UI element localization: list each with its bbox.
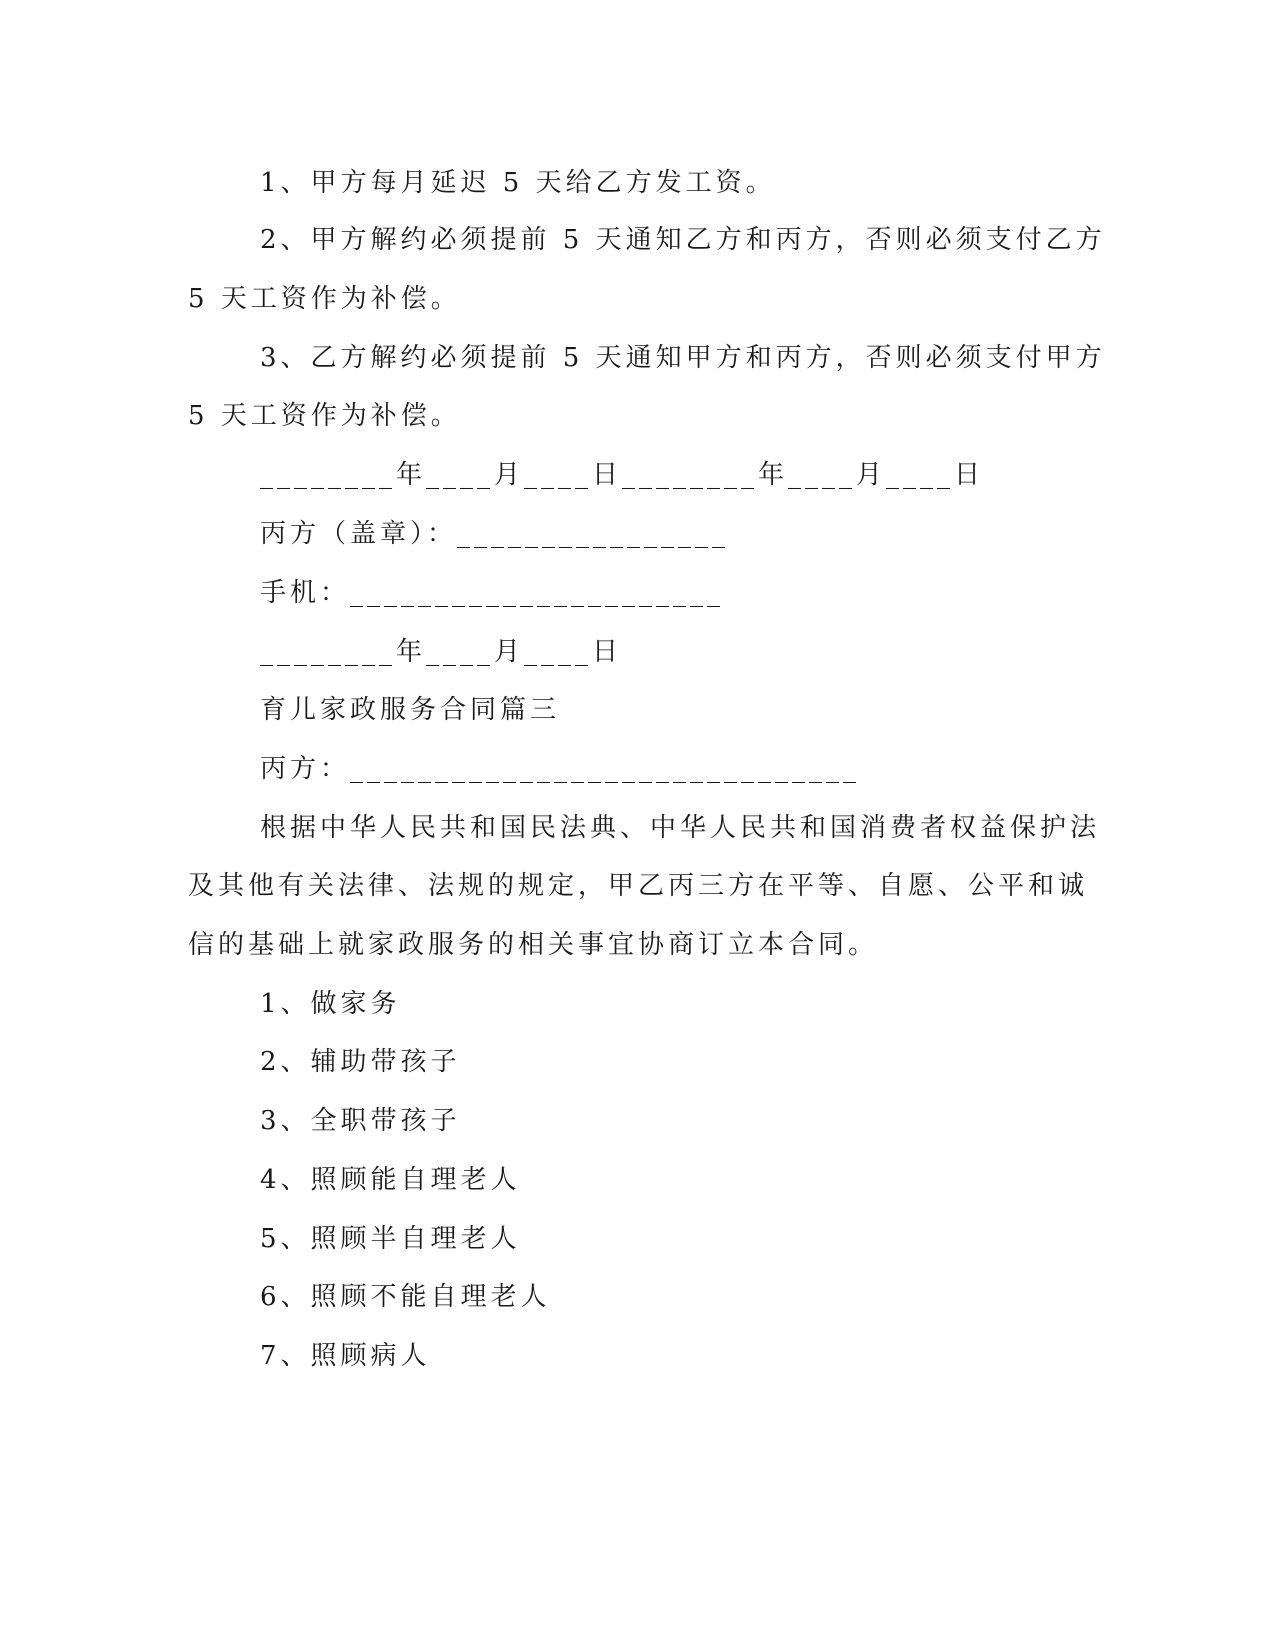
service-item-2: 2、辅助带孩子 xyxy=(260,1047,461,1077)
clause-2-party-a-termination: 2、甲方解约必须提前 5 天通知乙方和丙方，否则必须支付乙方 xyxy=(260,225,1106,255)
service-item-4: 4、照顾能自理老人 xyxy=(260,1165,521,1195)
party-c-line: 丙方：______________________________ xyxy=(260,754,861,784)
mobile-line: 手机：______________________ xyxy=(260,578,725,608)
date-signature-line: ________年____月____日 xyxy=(260,637,623,667)
party-c-seal-line: 丙方（盖章）：________________ xyxy=(260,519,730,549)
clause-3-party-b-termination: 3、乙方解约必须提前 5 天通知甲方和丙方，否则必须支付甲方 xyxy=(260,343,1106,373)
service-item-5: 5、照顾半自理老人 xyxy=(260,1224,521,1254)
service-item-6: 6、照顾不能自理老人 xyxy=(260,1282,551,1312)
service-item-1: 1、做家务 xyxy=(260,989,401,1019)
clause-1-delay-wages: 1、甲方每月延迟 5 天给乙方发工资。 xyxy=(260,168,776,198)
date-signature-line-double: ________年____月____日________年____月____日 xyxy=(260,460,985,490)
clause-2-continuation: 5 天工资作为补偿。 xyxy=(188,284,461,314)
clause-3-continuation: 5 天工资作为补偿。 xyxy=(188,401,461,431)
service-item-3: 3、全职带孩子 xyxy=(260,1106,461,1136)
preamble-line-2: 及其他有关法律、法规的规定，甲乙丙三方在平等、自愿、公平和诚 xyxy=(188,871,1089,901)
preamble-line-1: 根据中华人民共和国民法典、中华人民共和国消费者权益保护法 xyxy=(260,813,1101,843)
section-heading: 育儿家政服务合同篇三 xyxy=(260,695,561,725)
service-item-7: 7、照顾病人 xyxy=(260,1341,431,1371)
preamble-line-3: 信的基础上就家政服务的相关事宜协商订立本合同。 xyxy=(188,930,879,960)
